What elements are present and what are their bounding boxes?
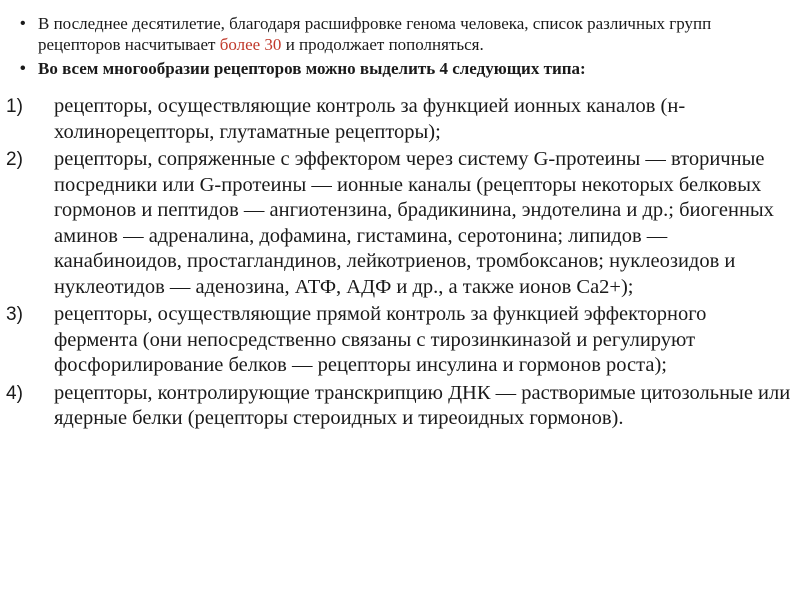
intro-bullets xyxy=(0,13,800,82)
list-item-text: рецепторы, осуществляющие прямой контроль за функцией эффекторного фермента (они непосредственно связаны с тирозинкиназой и регулируют фосфорилирование белков — рецепторы инсулина и гормонов роста); xyxy=(54,303,707,376)
list-item-text: рецепторы, контролирующие транскрипцию ДНК — растворимые цитозольные или ядерные белки (рецепторы стероидных и тиреоидных гормонов). xyxy=(54,381,791,429)
list-item xyxy=(0,147,800,300)
bullet-genome-text-after: и продолжает пополняться. xyxy=(281,35,484,54)
bullet-dot-icon: • xyxy=(20,15,26,32)
list-item xyxy=(0,94,800,145)
bullet-dot-icon: • xyxy=(20,60,26,77)
list-item xyxy=(0,302,800,379)
list-marker: 3) xyxy=(6,304,23,325)
bullet-genome-text-before: В последнее десятилетие, благодаря расшифровке генома человека, список различных групп рецепторов насчитывает xyxy=(38,14,712,54)
list-item-text: рецепторы, осуществляющие контроль за функцией ионных каналов (н-холинорецепторы, глутаматные рецепторы); xyxy=(54,95,686,143)
list-marker: 4) xyxy=(6,382,23,404)
list-item xyxy=(0,381,800,432)
bullet-types xyxy=(0,58,800,79)
list-marker: 1) xyxy=(6,96,23,117)
bullet-genome xyxy=(0,13,800,55)
list-item-text: рецепторы, сопряженные с эффектором через систему G-протеины — вторичные посредники или G-протеины — ионные каналы (рецепторы некоторых белковых гормонов и пептидов — ангиотензина, брадикинина, эндотелина и др.; биогенных аминов — адреналина, дофамина, гистамина, серотонина; липидов — канабиноидов, простагландинов, лейкотриенов, тромбоксанов; нуклеозидов и нуклеотидов — аденозина, АТФ, АДФ и др., а также ионов Са2+); xyxy=(54,148,774,298)
receptor-types-list xyxy=(0,94,800,434)
bullet-types-text: Во всем многообразии рецепторов можно выделить 4 следующих типа: xyxy=(38,59,586,78)
list-marker: 2) xyxy=(6,149,23,170)
bullet-genome-highlight: более 30 xyxy=(219,35,282,54)
